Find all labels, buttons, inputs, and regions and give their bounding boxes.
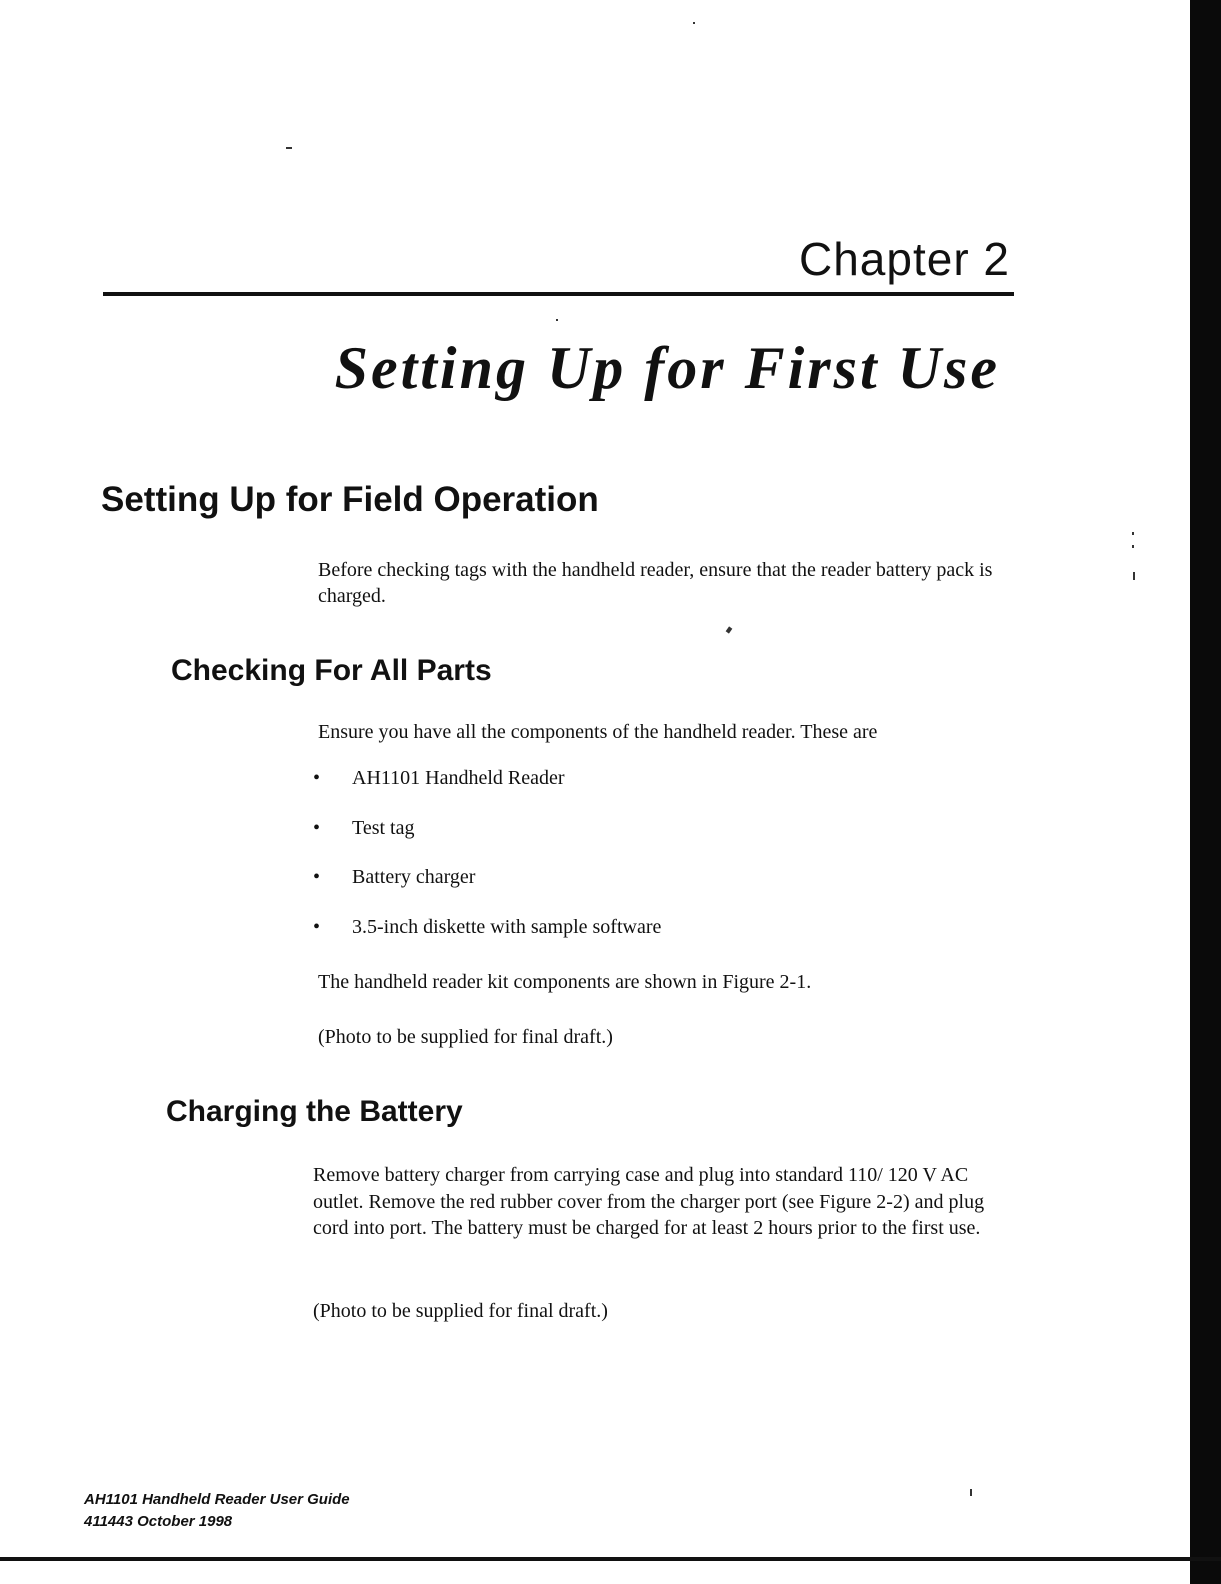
list-item (311, 765, 661, 815)
bullet-icon: • (313, 866, 321, 888)
scan-speck (1132, 532, 1134, 535)
list-item (311, 864, 661, 914)
scan-speck (970, 1489, 972, 1496)
photo-note: (Photo to be supplied for final draft.) (313, 1300, 608, 1322)
section-intro: Before checking tags with the handheld reader, ensure that the reader battery pack is charged. (318, 559, 993, 607)
battery-body: Remove battery charger from carrying case and plug into standard 110/ 120 V AC outlet. Remove the red rubber cover from the charger port (see Figure 2-2) and plug cord into port. The battery must be charged for at least 2 hours prior to the first use. (313, 1164, 985, 1239)
scan-speck (693, 22, 695, 24)
list-item-text: 3.5-inch diskette with sample software (352, 915, 662, 938)
parts-heading: Checking For All Parts (171, 654, 492, 687)
footer-title: AH1101 Handheld Reader User Guide (84, 1491, 350, 1508)
scan-speck (286, 147, 292, 149)
list-item-text: Battery charger (352, 866, 476, 888)
list-item-text: Test tag (352, 816, 415, 839)
list-item (311, 914, 661, 964)
footer-doc-number: 411443 October 1998 (84, 1513, 233, 1530)
bullet-icon: • (313, 915, 321, 938)
figure-reference: The handheld reader kit components are shown in Figure 2-1. (318, 971, 812, 993)
parts-list (311, 765, 661, 963)
chapter-title: Setting Up for First Use (334, 335, 1000, 401)
chapter-divider (103, 292, 1014, 296)
scan-speck (1133, 572, 1135, 580)
battery-heading: Charging the Battery (166, 1095, 463, 1128)
bullet-icon: • (313, 767, 321, 789)
parts-intro: Ensure you have all the components of the handheld reader. These are (318, 721, 878, 743)
scan-speck (726, 626, 733, 633)
bullet-icon: • (313, 816, 321, 839)
chapter-label: Chapter 2 (798, 233, 1010, 285)
list-item (311, 815, 661, 865)
list-item-text: AH1101 Handheld Reader (352, 767, 565, 789)
photo-note: (Photo to be supplied for final draft.) (318, 1026, 613, 1048)
footer-divider (0, 1557, 1221, 1561)
scan-speck (556, 319, 558, 321)
scan-edge-bar (1190, 0, 1221, 1584)
section-heading: Setting Up for Field Operation (101, 480, 599, 519)
scan-speck (1132, 545, 1134, 548)
